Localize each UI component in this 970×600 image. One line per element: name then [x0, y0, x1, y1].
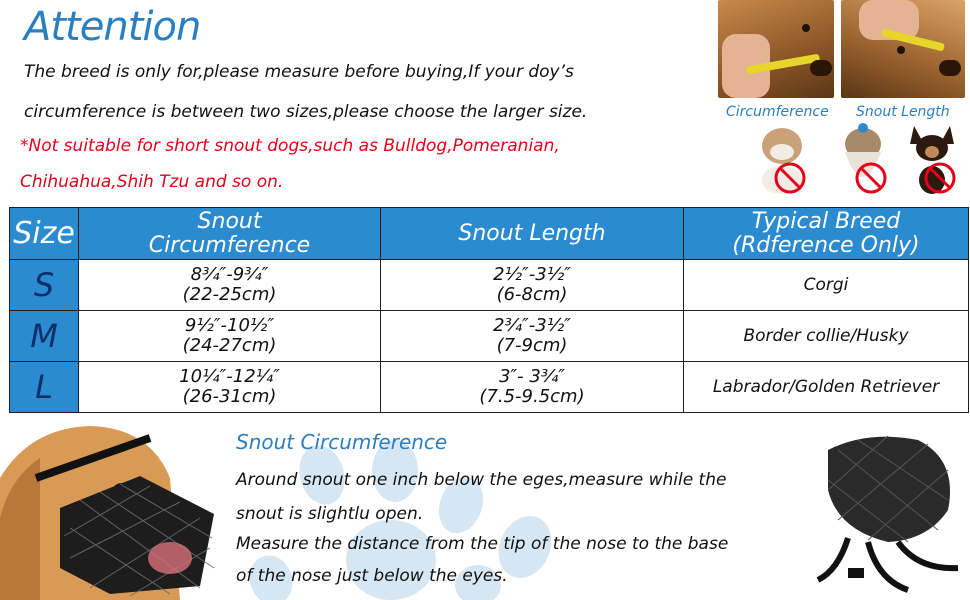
intro-line-2: circumference is between two sizes,please choose the larger size. — [24, 102, 588, 122]
header-snout-circumference — [79, 208, 381, 260]
warning-line-1: *Not suitable for short snout dogs,such as Bulldog,Pomeranian, — [20, 136, 560, 156]
circumference-measure-photo — [718, 0, 834, 98]
snout-length-caption: Snout Length — [856, 104, 950, 120]
circumference-cm: (26-31cm) — [182, 386, 277, 407]
bulldog-not-suitable-icon — [752, 122, 816, 198]
length-cm: (6-8cm) — [496, 284, 568, 305]
circumference-cell — [79, 260, 381, 311]
circumference-inches: 8¾″-9¾″ — [190, 264, 269, 285]
length-cell — [381, 311, 684, 362]
circumference-caption: Circumference — [726, 104, 829, 120]
table-row — [10, 311, 969, 362]
instruction-line-4: of the nose just below the eyes. — [236, 566, 508, 586]
header-size: Size — [10, 208, 79, 260]
length-cell — [381, 260, 684, 311]
circumference-cm: (24-27cm) — [182, 335, 277, 356]
breed-cell: Labrador/Golden Retriever — [684, 362, 969, 413]
size-chart-table — [9, 207, 969, 413]
circumference-cell — [79, 311, 381, 362]
muzzle-product-photo — [808, 430, 968, 598]
table-row — [10, 362, 969, 413]
circumference-inches: 9½″-10½″ — [184, 315, 275, 336]
length-inches: 2½″-3½″ — [493, 264, 571, 285]
header-circ-line-2: Circumference — [148, 232, 311, 258]
size-label: L — [10, 362, 79, 413]
header-typical-breed — [684, 208, 969, 260]
snout-length-measure-photo — [841, 0, 965, 98]
snout-circumference-heading: Snout Circumference — [236, 430, 448, 454]
instruction-line-3: Measure the distance from the tip of the nose to the base — [236, 534, 729, 554]
length-cell — [381, 362, 684, 413]
page-title: Attention — [24, 4, 201, 50]
length-cm: (7.5-9.5cm) — [479, 386, 585, 407]
breed-cell: Corgi — [684, 260, 969, 311]
header-circ-line-1: Snout — [197, 208, 262, 234]
length-cm: (7-9cm) — [496, 335, 568, 356]
dog-wearing-muzzle-photo — [0, 418, 218, 600]
circumference-inches: 10¼″-12¼″ — [179, 366, 280, 387]
header-breed-line-2: (Rdference Only) — [732, 232, 920, 258]
header-snout-length: Snout Length — [381, 208, 684, 260]
length-inches: 3″- 3¾″ — [498, 366, 565, 387]
table-header-row — [10, 208, 969, 260]
chihuahua-not-suitable-icon — [902, 122, 966, 198]
shih-tzu-not-suitable-icon — [833, 122, 897, 198]
breed-cell: Border collie/Husky — [684, 311, 969, 362]
table-row — [10, 260, 969, 311]
instruction-line-2: snout is slightlu open. — [236, 504, 424, 524]
warning-line-2: Chihuahua,Shih Tzu and so on. — [20, 172, 284, 192]
header-breed-line-1: Typical Breed — [751, 208, 901, 234]
instruction-line-1: Around snout one inch below the eges,measure while the — [236, 470, 727, 490]
circumference-cell — [79, 362, 381, 413]
size-label: S — [10, 260, 79, 311]
circumference-cm: (22-25cm) — [182, 284, 277, 305]
intro-line-1: The breed is only for,please measure before buying,If your doy’s — [24, 62, 574, 82]
size-label: M — [10, 311, 79, 362]
length-inches: 2¾″-3½″ — [493, 315, 571, 336]
